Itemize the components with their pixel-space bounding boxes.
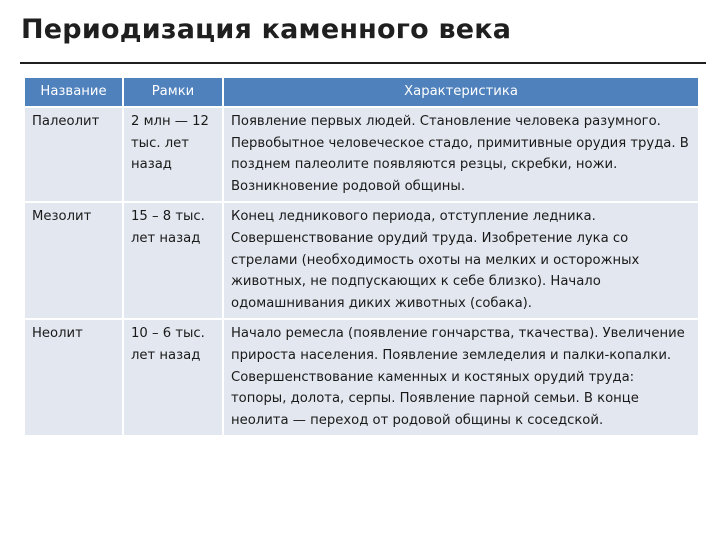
table-row [25,319,698,435]
cell-period-description: Начало ремесла (появление гончарства, ткачества). Увеличение прироста населения. Появление земледелия и палки-копалки. Совершенствование каменных и костяных орудий труда: топоры, долота, серпы. Появление парной семьи. В конце неолита — переход от родовой общины к соседской. [223,319,698,435]
column-header-range: Рамки [123,78,223,107]
column-header-name: Название [25,78,123,107]
stone-age-table [25,78,698,435]
cell-period-range: 2 млн — 12 тыс. лет назад [123,107,223,202]
page-title: Периодизация каменного века [21,14,512,45]
cell-period-name: Палеолит [25,107,123,202]
cell-period-name: Мезолит [25,202,123,319]
table-header-row [25,78,698,107]
cell-period-description: Появление первых людей. Становление человека разумного. Первобытное человеческое стадо, примитивные орудия труда. В позднем палеолите появляются резцы, скребки, ножи. Возникновение родовой общины. [223,107,698,202]
cell-period-description: Конец ледникового периода, отступление ледника. Совершенствование орудий труда. Изобретение лука со стрелами (необходимость охоты на мелких и осторожных животных, не подпускающих к себе близко). Начало одомашнивания диких животных (собака). [223,202,698,319]
table-row [25,202,698,319]
table-row [25,107,698,202]
cell-period-range: 15 – 8 тыс. лет назад [123,202,223,319]
cell-period-name: Неолит [25,319,123,435]
cell-period-range: 10 – 6 тыс. лет назад [123,319,223,435]
title-underline [20,62,706,64]
column-header-description: Характеристика [223,78,698,107]
